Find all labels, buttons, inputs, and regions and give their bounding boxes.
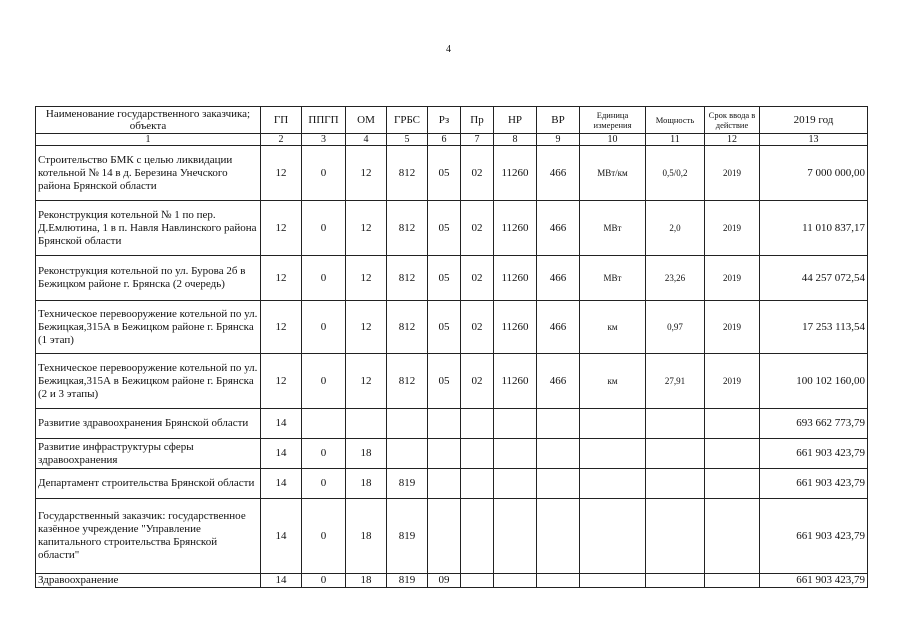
cell-amount: 7 000 000,00 <box>760 146 868 201</box>
cell-pr <box>461 439 494 469</box>
column-number: 12 <box>705 134 760 146</box>
cell-grbs: 812 <box>387 354 428 409</box>
table-body <box>36 146 868 588</box>
cell-gp: 14 <box>261 409 302 439</box>
cell-grbs: 812 <box>387 256 428 301</box>
column-number-row <box>36 134 868 146</box>
cell-om: 18 <box>346 439 387 469</box>
column-number: 3 <box>302 134 346 146</box>
cell-nr: 11260 <box>494 201 537 256</box>
cell-rz: 05 <box>428 201 461 256</box>
cell-pr <box>461 574 494 588</box>
cell-unit: МВт <box>580 256 646 301</box>
cell-ppgp: 0 <box>302 469 346 499</box>
cell-pr: 02 <box>461 256 494 301</box>
cell-nr: 11260 <box>494 146 537 201</box>
cell-gp: 12 <box>261 301 302 354</box>
table-row <box>36 469 868 499</box>
cell-power: 0,5/0,2 <box>646 146 705 201</box>
cell-deadline <box>705 469 760 499</box>
cell-rz <box>428 409 461 439</box>
column-number: 8 <box>494 134 537 146</box>
cell-rz: 05 <box>428 301 461 354</box>
cell-power: 2,0 <box>646 201 705 256</box>
cell-name: Развитие инфраструктуры сферы здравоохранения <box>36 439 261 469</box>
cell-deadline <box>705 439 760 469</box>
cell-power: 23,26 <box>646 256 705 301</box>
cell-amount: 100 102 160,00 <box>760 354 868 409</box>
cell-rz: 09 <box>428 574 461 588</box>
cell-unit <box>580 499 646 574</box>
cell-gp: 12 <box>261 256 302 301</box>
header-vr: ВР <box>537 107 580 134</box>
cell-nr <box>494 469 537 499</box>
table-row <box>36 354 868 409</box>
cell-gp: 14 <box>261 499 302 574</box>
table-row <box>36 301 868 354</box>
cell-pr <box>461 469 494 499</box>
cell-unit: МВт <box>580 201 646 256</box>
cell-gp: 14 <box>261 439 302 469</box>
cell-nr: 11260 <box>494 354 537 409</box>
table-row <box>36 256 868 301</box>
cell-pr: 02 <box>461 146 494 201</box>
column-number: 2 <box>261 134 302 146</box>
cell-rz <box>428 469 461 499</box>
header-nr: НР <box>494 107 537 134</box>
cell-deadline: 2019 <box>705 256 760 301</box>
cell-amount: 661 903 423,79 <box>760 574 868 588</box>
cell-deadline <box>705 499 760 574</box>
cell-ppgp: 0 <box>302 146 346 201</box>
column-number: 6 <box>428 134 461 146</box>
cell-name: Реконструкция котельной по ул. Бурова 2б в Бежицком районе г. Брянска (2 очередь) <box>36 256 261 301</box>
header-grbs: ГРБС <box>387 107 428 134</box>
cell-name: Реконструкция котельной № 1 по пер. Д.Емлютина, 1 в п. Навля Навлинского района Брянской области <box>36 201 261 256</box>
cell-grbs: 819 <box>387 499 428 574</box>
cell-unit <box>580 439 646 469</box>
header-rz: Рз <box>428 107 461 134</box>
cell-amount: 693 662 773,79 <box>760 409 868 439</box>
cell-ppgp: 0 <box>302 499 346 574</box>
cell-vr: 466 <box>537 201 580 256</box>
cell-om: 18 <box>346 574 387 588</box>
cell-vr: 466 <box>537 256 580 301</box>
cell-pr: 02 <box>461 301 494 354</box>
cell-nr <box>494 499 537 574</box>
cell-vr: 466 <box>537 301 580 354</box>
cell-rz: 05 <box>428 256 461 301</box>
cell-ppgp: 0 <box>302 256 346 301</box>
cell-grbs: 812 <box>387 301 428 354</box>
cell-grbs: 812 <box>387 201 428 256</box>
cell-grbs: 812 <box>387 146 428 201</box>
header-ppgp: ППГП <box>302 107 346 134</box>
cell-deadline <box>705 574 760 588</box>
page-number: 4 <box>446 44 451 55</box>
cell-om <box>346 409 387 439</box>
cell-name: Строительство БМК с целью ликвидации котельной № 14 в д. Березина Унечского района Брянской области <box>36 146 261 201</box>
cell-om: 18 <box>346 469 387 499</box>
cell-om: 12 <box>346 354 387 409</box>
cell-vr <box>537 574 580 588</box>
cell-name: Здравоохранение <box>36 574 261 588</box>
cell-ppgp: 0 <box>302 439 346 469</box>
cell-ppgp: 0 <box>302 201 346 256</box>
cell-om: 12 <box>346 301 387 354</box>
cell-rz <box>428 499 461 574</box>
cell-pr <box>461 409 494 439</box>
cell-om: 12 <box>346 256 387 301</box>
cell-name: Департамент строительства Брянской области <box>36 469 261 499</box>
cell-unit: км <box>580 301 646 354</box>
column-number: 7 <box>461 134 494 146</box>
column-number: 13 <box>760 134 868 146</box>
cell-power <box>646 439 705 469</box>
header-gp: ГП <box>261 107 302 134</box>
cell-grbs <box>387 409 428 439</box>
cell-deadline: 2019 <box>705 354 760 409</box>
cell-gp: 14 <box>261 469 302 499</box>
cell-unit <box>580 409 646 439</box>
table-row <box>36 146 868 201</box>
cell-vr <box>537 439 580 469</box>
table-row <box>36 499 868 574</box>
cell-vr <box>537 499 580 574</box>
cell-om: 18 <box>346 499 387 574</box>
table-row <box>36 574 868 588</box>
cell-vr: 466 <box>537 146 580 201</box>
cell-gp: 12 <box>261 354 302 409</box>
cell-grbs: 819 <box>387 574 428 588</box>
cell-nr: 11260 <box>494 301 537 354</box>
cell-amount: 44 257 072,54 <box>760 256 868 301</box>
cell-grbs: 819 <box>387 469 428 499</box>
cell-pr <box>461 499 494 574</box>
cell-om: 12 <box>346 201 387 256</box>
cell-pr: 02 <box>461 354 494 409</box>
cell-ppgp: 0 <box>302 354 346 409</box>
cell-amount: 661 903 423,79 <box>760 469 868 499</box>
table-row <box>36 201 868 256</box>
cell-power <box>646 574 705 588</box>
cell-ppgp: 0 <box>302 574 346 588</box>
cell-deadline <box>705 409 760 439</box>
cell-amount: 661 903 423,79 <box>760 499 868 574</box>
cell-grbs <box>387 439 428 469</box>
cell-vr <box>537 409 580 439</box>
cell-unit: МВт/км <box>580 146 646 201</box>
column-number: 10 <box>580 134 646 146</box>
cell-amount: 661 903 423,79 <box>760 439 868 469</box>
cell-rz: 05 <box>428 146 461 201</box>
cell-vr: 466 <box>537 354 580 409</box>
cell-nr <box>494 409 537 439</box>
cell-power <box>646 469 705 499</box>
column-number: 11 <box>646 134 705 146</box>
cell-power <box>646 409 705 439</box>
header-deadline: Срок ввода в действие <box>705 107 760 134</box>
cell-ppgp <box>302 409 346 439</box>
cell-name: Техническое перевооружение котельной по ул. Бежицкая,315А в Бежицком районе г. Брянска (1 этап) <box>36 301 261 354</box>
cell-amount: 17 253 113,54 <box>760 301 868 354</box>
cell-gp: 14 <box>261 574 302 588</box>
column-number: 4 <box>346 134 387 146</box>
cell-power: 27,91 <box>646 354 705 409</box>
cell-amount: 11 010 837,17 <box>760 201 868 256</box>
cell-rz: 05 <box>428 354 461 409</box>
cell-power <box>646 499 705 574</box>
cell-gp: 12 <box>261 146 302 201</box>
column-number: 1 <box>36 134 261 146</box>
table-row <box>36 409 868 439</box>
cell-unit: км <box>580 354 646 409</box>
cell-gp: 12 <box>261 201 302 256</box>
cell-power: 0,97 <box>646 301 705 354</box>
cell-om: 12 <box>346 146 387 201</box>
cell-deadline: 2019 <box>705 201 760 256</box>
table-header-row <box>36 107 868 134</box>
cell-name: Техническое перевооружение котельной по ул. Бежицкая,315А в Бежицком районе г. Брянска (2 и 3 этапы) <box>36 354 261 409</box>
cell-vr <box>537 469 580 499</box>
cell-nr <box>494 439 537 469</box>
column-number: 9 <box>537 134 580 146</box>
cell-deadline: 2019 <box>705 301 760 354</box>
cell-rz <box>428 439 461 469</box>
cell-name: Государственный заказчик: государственное казённое учреждение "Управление капитального строительства Брянской области" <box>36 499 261 574</box>
cell-unit <box>580 574 646 588</box>
budget-table <box>35 106 868 588</box>
cell-nr: 11260 <box>494 256 537 301</box>
cell-name: Развитие здравоохранения Брянской области <box>36 409 261 439</box>
header-name: Наименование государственного заказчика; объекта <box>36 107 261 134</box>
cell-unit <box>580 469 646 499</box>
cell-ppgp: 0 <box>302 301 346 354</box>
header-pr: Пр <box>461 107 494 134</box>
header-unit: Единица измерения <box>580 107 646 134</box>
cell-pr: 02 <box>461 201 494 256</box>
table-row <box>36 439 868 469</box>
header-om: ОМ <box>346 107 387 134</box>
cell-nr <box>494 574 537 588</box>
cell-deadline: 2019 <box>705 146 760 201</box>
column-number: 5 <box>387 134 428 146</box>
header-year: 2019 год <box>760 107 868 134</box>
header-power: Мощность <box>646 107 705 134</box>
